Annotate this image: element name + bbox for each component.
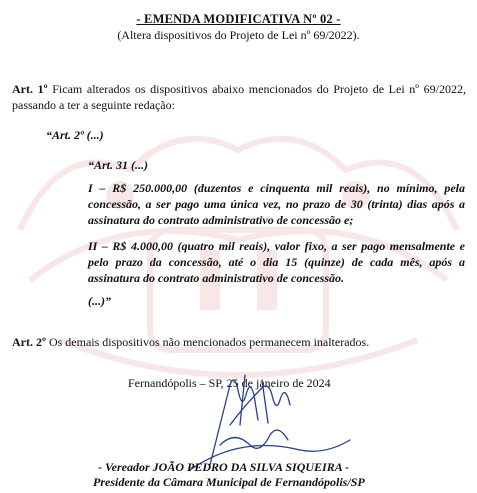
art2-label: Art. 2º bbox=[12, 335, 46, 349]
item2-line-1: II – R$ 4.000,00 (quatro mil reais), valor fixo, a ser pago mensalmente e bbox=[88, 239, 465, 253]
art1-text: Ficam alterados os dispositivos abaixo mencionados do Projeto de Lei nº 69/2022, bbox=[52, 82, 466, 96]
art2-text: Os demais dispositivos não mencionados permanecem inalterados. bbox=[48, 335, 370, 349]
signatory-role: Presidente da Câmara Municipal de Fernandópolis/SP bbox=[93, 475, 365, 489]
quote-art31: “Art. 31 (...) bbox=[88, 158, 148, 172]
art1-line-2: passando a ter a seguinte redação: bbox=[12, 98, 175, 112]
art1-label: Art. 1º bbox=[12, 82, 48, 96]
quote-art2: “Art. 2º (...) bbox=[46, 128, 104, 142]
item2-line-2: pelo prazo da concessão, até o dia 15 (quinze) de cada mês, após a bbox=[88, 255, 465, 269]
amendment-subtitle: (Altera dispositivos do Projeto de Lei nº 69/2022). bbox=[117, 28, 360, 42]
amendment-title: - EMENDA MODIFICATIVA Nº 02 - bbox=[136, 12, 341, 26]
item1-line-1: I – R$ 250.000,00 (duzentos e cinquenta mil reais), no mínimo, pela bbox=[88, 181, 465, 195]
quote-end: (...)” bbox=[88, 294, 111, 308]
item1-line-3: assinatura do contrato administrativo de concessão e; bbox=[88, 213, 354, 227]
item1-line-2: concessão, a ser pago uma única vez, no prazo de 30 (trinta) dias após a bbox=[88, 197, 465, 211]
art2-line bbox=[12, 334, 369, 350]
art1-line-1 bbox=[12, 81, 466, 97]
signatory-name: - Vereador JOÃO PEDRO DA SILVA SIQUEIRA - bbox=[98, 460, 350, 474]
date-line: Fernandópolis – SP, 25 de janeiro de 2024 bbox=[128, 376, 331, 390]
item2-line-3: assinatura do contrato administrativo de concessão. bbox=[88, 271, 345, 285]
